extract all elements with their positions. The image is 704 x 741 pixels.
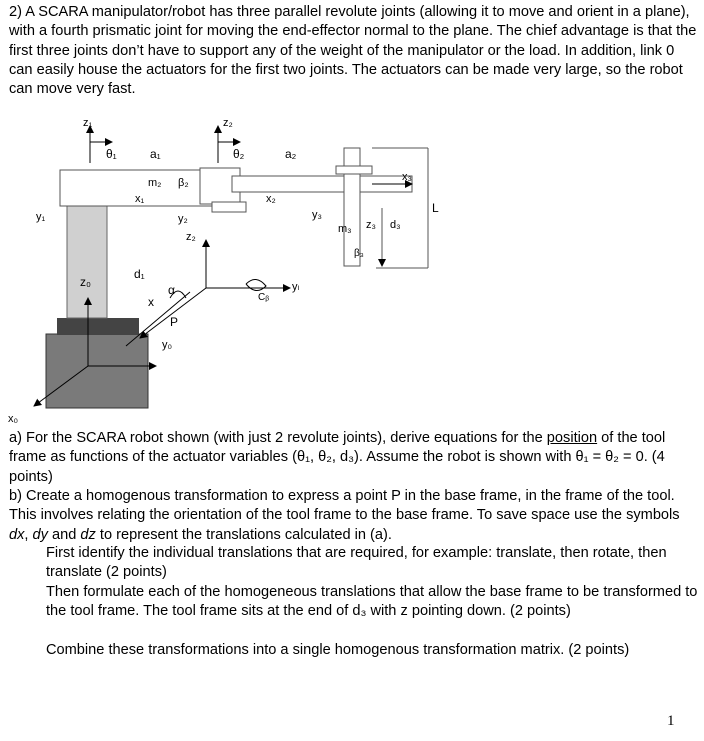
part-a: a) For the SCARA robot shown (with just 2 revolute joints), derive equations for the position of the tool frame as functions of the actuator variables (θ₁, θ₂, d₃). Assume the robot is shown with θ₁ = θ₂ = 0. (4 points)	[9, 430, 666, 485]
label-x0: x₀	[8, 413, 19, 425]
label-alpha: α	[168, 283, 175, 297]
label-z1: z₁	[83, 117, 93, 129]
step-2: Then formulate each of the homogeneous translations that allow the base frame to be transformed to the tool frame. The tool frame sits at the end of d₃ with z pointing down. (2 points)	[46, 584, 698, 620]
scara-figure	[0, 108, 704, 428]
question-intro: 2) A SCARA manipulator/robot has three parallel revolute joints (allowing it to move and orient in a plane), with a fourth prismatic joint for moving the end-effector normal to the plane. The chief advantage is that the first three joints don’t have to support any of the weight of the manipulator or the load. In addition, link 0 can easily house the actuators for the first two joints. The actuators can be made very large, so the robot can move very fast.	[9, 4, 697, 98]
step-1: First identify the individual translations that are required, for example: translate, then rotate, then translate (2 points)	[46, 545, 667, 581]
step-3: Combine these transformations into a single homogenous transformation matrix. (2 points)	[46, 642, 630, 658]
part-b: b) Create a homogenous transformation to express a point P in the base frame, in the frame of the tool. This involves relating the orientation of the tool frame to the base frame. To save space use the symbols dx, dy and dz to represent the translations calculated in (a).	[9, 488, 680, 543]
label-y3: y₃	[312, 209, 322, 221]
label-x2: x₂	[266, 193, 276, 205]
label-d1: d₁	[134, 267, 145, 281]
label-y1: y₁	[36, 211, 46, 223]
page-number: 1	[667, 713, 675, 729]
label-x: x	[148, 295, 154, 309]
label-theta2: θ₂	[233, 147, 245, 161]
label-c-beta: Cᵦ	[258, 292, 270, 303]
underlined-position: position	[546, 430, 598, 446]
base-block	[46, 334, 148, 408]
label-z0: z₀	[80, 275, 91, 289]
label-m2: m₂	[148, 177, 162, 189]
label-beta3: β₃	[354, 248, 364, 259]
label-y0: y₀	[162, 339, 173, 351]
base-cap	[57, 318, 139, 335]
label-x3: x₃	[402, 171, 412, 183]
label-z2b: z₂	[186, 231, 196, 243]
label-theta1: θ₁	[106, 147, 117, 161]
label-yl: yₗ	[292, 281, 300, 293]
label-y2: y₂	[178, 213, 188, 225]
label-z3: z₃	[366, 219, 376, 231]
label-x1: x₁	[135, 193, 145, 205]
label-beta2: β₂	[178, 177, 189, 189]
label-L: L	[432, 201, 439, 215]
label-a1: a₁	[150, 147, 161, 161]
label-m3: m₃	[338, 223, 352, 235]
label-P: P	[170, 315, 179, 329]
label-z2: z₂	[223, 117, 233, 129]
label-d3: d₃	[390, 219, 401, 231]
label-a2: a₂	[285, 147, 297, 161]
link0-column	[67, 206, 107, 318]
